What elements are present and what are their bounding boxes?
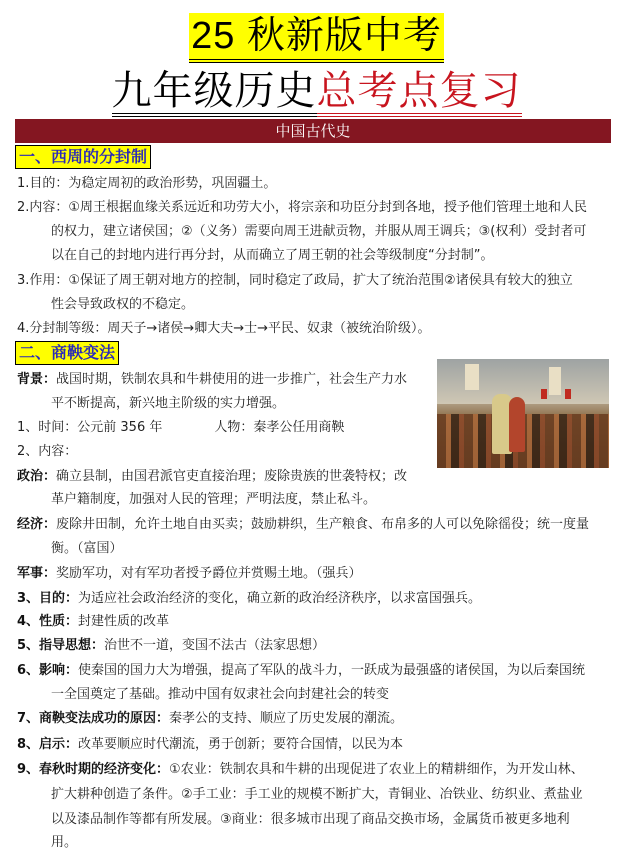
- chapter-banner: 中国古代史: [15, 119, 611, 143]
- s2-spring-autumn-cont-3: 用。: [51, 835, 78, 850]
- title-line-2-black: 九年级历史: [112, 69, 317, 117]
- s2-time: [17, 419, 344, 437]
- s1-line-2-text: ①周王根据血缘关系远近和功劳大小，将宗亲和功臣分封到各地，授予他们管理土地和人民: [68, 200, 588, 215]
- s2-economy: [17, 516, 589, 534]
- s2-economy-label: 经济：: [17, 517, 57, 532]
- s2-line-2: 平不断提高，新兴地主阶级的实力增强。: [51, 396, 286, 411]
- title-line-1: 25 秋新版中考: [189, 13, 444, 63]
- s1-line-3: 的权力，建立诸侯国；②（义务）需要向周王进献贡物，并服从周王调兵；③(权利）受封者可: [51, 224, 587, 239]
- s2-military-label: 军事：: [17, 566, 57, 581]
- s2-politics-text: 确立县制，由国君派官吏直接治理；废除贵族的世袭特权；改: [56, 469, 408, 484]
- s2-economy-text: 废除井田制，允许土地自由买卖；鼓励耕织，生产粮食、布帛多的人可以免除徭役；统一度量: [56, 517, 590, 532]
- s1-line-5-text: ①保证了周王朝对地方的控制，同时稳定了政局，扩大了统治范围②诸侯具有较大的独立: [68, 273, 573, 288]
- s2-purpose-text: 为适应社会政治经济的变化，确立新的政治经济秩序，以求富国强兵。: [78, 591, 482, 606]
- s2-impact-label: 6、影响：: [17, 663, 79, 678]
- s2-success-reason: [17, 710, 403, 728]
- s2-time-text: 1、时间：公元前 356 年: [17, 420, 163, 435]
- s2-background-text: 战国时期，铁制农具和牛耕使用的进一步推广，社会生产力水: [56, 372, 408, 387]
- title-line-1-wrap: [0, 13, 633, 63]
- s1-line-7: [17, 320, 430, 338]
- s1-line-4: 以在自己的封地内进行再分封，从而确立了周王朝的社会等级制度“分封制”。: [51, 248, 494, 263]
- s2-lesson-label: 8、启示：: [17, 737, 79, 752]
- painting-figure-2: [509, 397, 525, 452]
- painting-red-flag-2: [565, 389, 571, 399]
- s2-politics: [17, 468, 407, 486]
- s2-spring-autumn-cont-2: 以及漆品制作等都有所发展。③商业：很多城市出现了商品交换市场，金属货币被更多地利: [51, 812, 570, 827]
- s2-military: [17, 565, 362, 583]
- s2-success-reason-label: 7、商鞅变法成功的原因：: [17, 711, 170, 726]
- s2-spring-autumn: [17, 761, 584, 779]
- s1-line-5: [17, 272, 573, 290]
- s2-military-text: 奖励军功，对有军功者授予爵位并赏赐土地。（强兵）: [56, 566, 362, 581]
- s1-line-7-label: 4.分封制等级：: [17, 321, 108, 336]
- s2-spring-autumn-cont-1: 扩大耕种创造了条件。②手工业：手工业的规模不断扩大，青铜业、冶铁业、纺织业、煮盐业: [51, 787, 583, 802]
- s2-background-label: 背景：: [17, 372, 57, 387]
- s2-lesson: [17, 736, 403, 754]
- s1-line-5-label: 3.作用：: [17, 273, 69, 288]
- s2-impact-cont: 一全国奠定了基础。推动中国有奴隶社会向封建社会的转变: [51, 687, 390, 702]
- painting-sky: [437, 359, 609, 404]
- s1-line-7-text: 周天子→诸侯→卿大夫→士→平民、奴隶（被统治阶级）。: [107, 321, 431, 336]
- painting-flag-left: [465, 364, 479, 390]
- section-heading-2: 二、商鞅变法: [15, 341, 119, 365]
- title-line-2-wrap: [0, 68, 633, 114]
- s2-guiding-idea-text: 治世不一道，变国不法古（法家思想）: [104, 638, 326, 653]
- s2-spring-autumn-text: ①农业：铁制农具和牛耕的出现促进了农业上的精耕细作，为开发山林、: [169, 762, 584, 777]
- s2-politics-cont: 革户籍制度，加强对人民的管理；严明法度，禁止私斗。: [51, 492, 377, 507]
- painting-red-flag-1: [541, 389, 547, 399]
- title-line-2-red: 总考点复习: [317, 69, 522, 117]
- s1-line-2-label: 2.内容：: [17, 200, 69, 215]
- s1-line-2: [17, 199, 587, 217]
- s2-purpose-label: 3、目的：: [17, 591, 79, 606]
- title-line-2: [112, 68, 522, 114]
- s2-politics-label: 政治：: [17, 469, 57, 484]
- s2-person-text: 人物：秦孝公任用商鞅: [214, 420, 345, 435]
- s2-impact-text: 使秦国的国力大为增强，提高了军队的战斗力，一跃成为最强盛的诸侯国，为以后秦国统: [78, 663, 586, 678]
- s2-nature-label: 4、性质：: [17, 614, 79, 629]
- s2-guiding-idea: [17, 637, 325, 655]
- s2-content: 2、内容：: [17, 444, 78, 459]
- s2-lesson-text: 改革要顺应时代潮流，勇于创新；要符合国情，以民为本: [78, 737, 404, 752]
- painting-flag-right: [549, 367, 561, 395]
- s2-nature-text: 封建性质的改革: [78, 614, 170, 629]
- s1-line-1: [17, 175, 276, 193]
- s2-impact: [17, 662, 585, 680]
- s2-spring-autumn-label: 9、春秋时期的经济变化：: [17, 762, 170, 777]
- s1-line-1-text: 为稳定周初的政治形势，巩固疆土。: [68, 176, 277, 191]
- s2-nature: [17, 613, 169, 631]
- s1-line-6: 性会导致政权的不稳定。: [51, 297, 195, 312]
- s2-purpose: [17, 590, 481, 608]
- s2-guiding-idea-label: 5、指导思想：: [17, 638, 105, 653]
- s2-success-reason-text: 秦孝公的支持、顺应了历史发展的潮流。: [169, 711, 404, 726]
- s1-line-1-label: 1.目的：: [17, 176, 69, 191]
- section-heading-1: 一、西周的分封制: [15, 145, 151, 169]
- s2-economy-cont: 衡。（富国）: [51, 541, 123, 556]
- shang-yang-reform-painting: [437, 359, 609, 468]
- s2-background: [17, 371, 407, 389]
